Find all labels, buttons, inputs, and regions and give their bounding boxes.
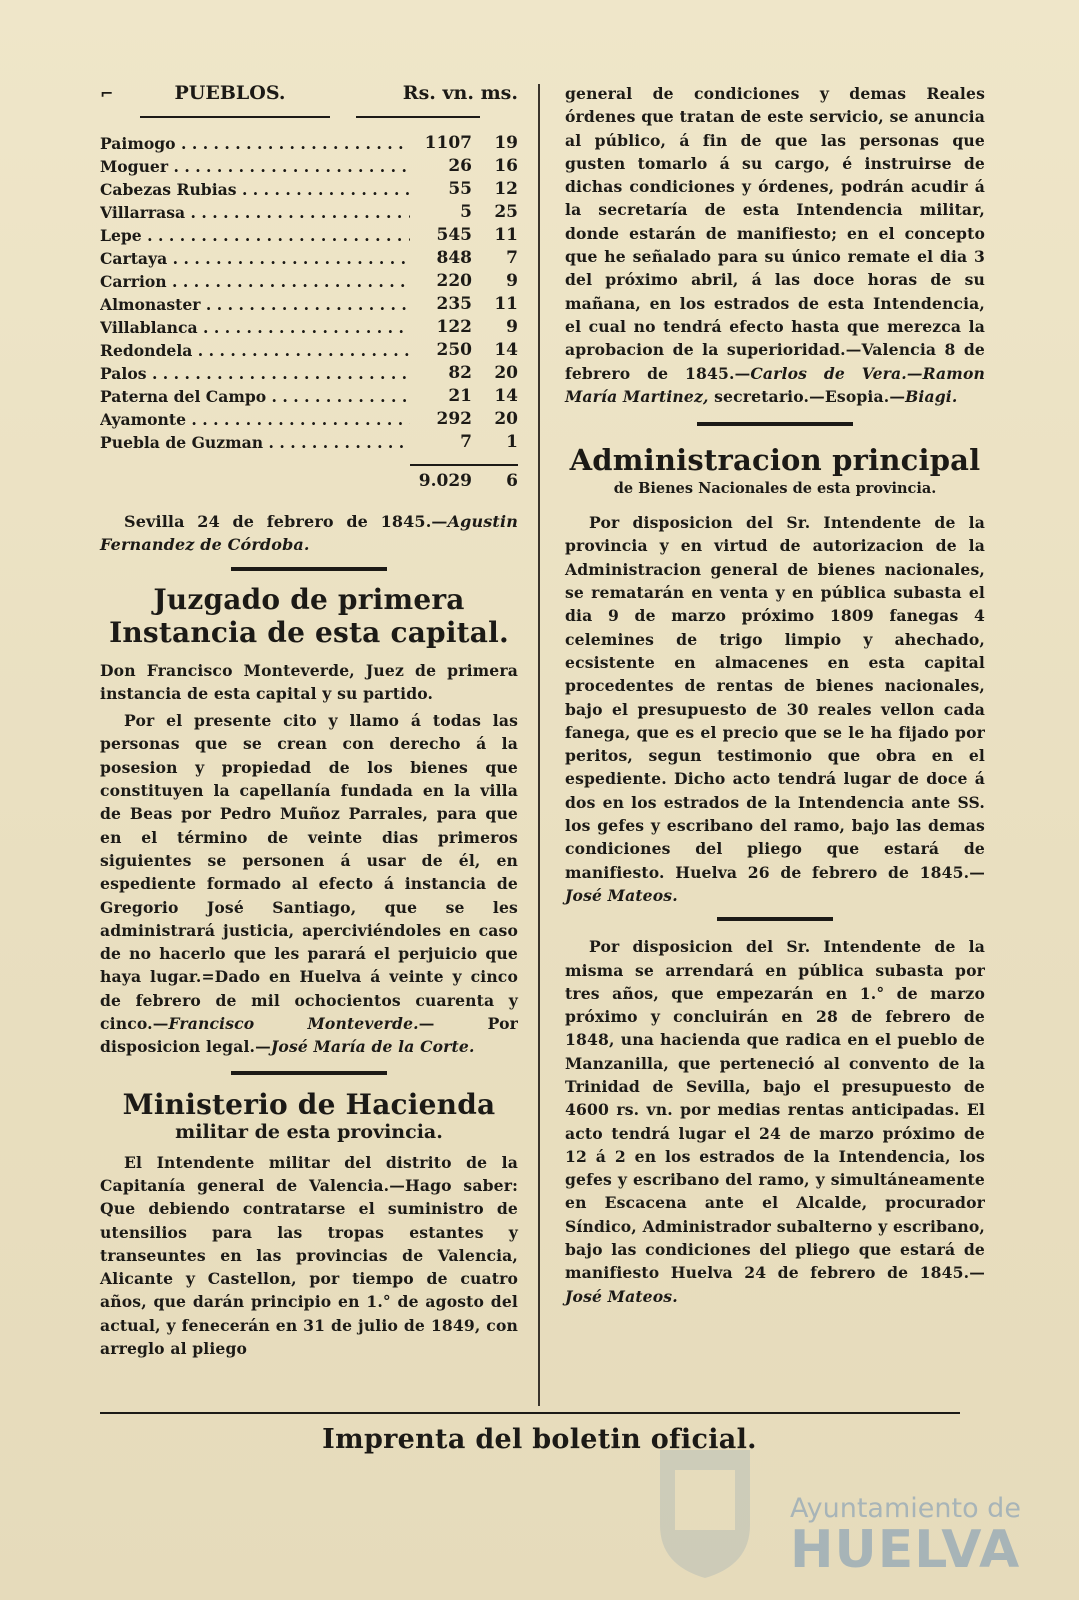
- maravedis-value: 11: [494, 294, 518, 314]
- town-name: Almonaster . . .: [100, 293, 410, 316]
- administracion-body-1: Por disposicion del Sr. Intendente de la provincia y en virtud de autorizacion de la Administracion general de bienes nacionales, se rematarán en venta y en pública subasta el dia 9 de marzo próximo 1809 fanegas 4 celemines de trigo limpio y ahechado, ecsistente en almacenes en esta capital procedentes de rentas de bienes nacionales, bajo el presupuesto de 30 reales vellon cada fanega, que es el precio que se le ha fijado por peritos, segun testimonio que obra en el espediente. Dicho acto tendrá lugar de doce á dos en los estrados de la Intendencia ante SS. los gefes y escribano del ramo, bajo las demas condiciones del pliego que estará de manifiesto. Huelva 26 de febrero de 1845.—José Mateos.: [565, 513, 985, 905]
- town-name: Lepe . . .: [100, 224, 410, 247]
- table-row: [100, 385, 518, 408]
- separator: [231, 567, 387, 571]
- table-row: [100, 155, 518, 178]
- header-units: Rs. vn. ms.: [402, 82, 518, 104]
- total-ms: 6: [506, 471, 518, 491]
- maravedis-value: 1: [506, 432, 518, 452]
- ministerio-body: El Intendente militar del distrito de la Capitanía general de Valencia.—Hago saber: Que debiendo contratarse el suministro de utensilios para las tropas estantes y transeuntes en las provincias de Valencia, Alicante y Castellon, por tiempo de cuatro años, que darán principio en 1.° de agosto del actual, y fenecerán en 31 de julio de 1849, con arreglo al pliego: [100, 1152, 518, 1359]
- juzgado-title: Juzgado de primera Instancia de esta capital.: [109, 582, 509, 649]
- reales-value: 235: [436, 294, 472, 314]
- ministerio-subtitle: militar de esta provincia.: [175, 1120, 443, 1143]
- tax-table: [100, 132, 518, 454]
- town-name: Villablanca . . .: [100, 316, 410, 339]
- town-name: Paimogo . . .: [100, 132, 410, 155]
- maravedis-value: 11: [494, 225, 518, 245]
- watermark-line-2: HUELVA: [790, 1520, 1021, 1580]
- administracion-subtitle: de Bienes Nacionales de esta provincia.: [613, 480, 937, 498]
- maravedis-value: 14: [494, 386, 518, 406]
- table-signoff: Sevilla 24 de febrero de 1845.—Agustin Fernandez de Córdoba.: [100, 512, 518, 555]
- table-row: [100, 247, 518, 270]
- maravedis-value: 16: [494, 156, 518, 176]
- maravedis-value: 9: [506, 317, 518, 337]
- reales-value: 122: [436, 317, 472, 337]
- table-row: [100, 362, 518, 385]
- ministerio-continuation: general de condiciones y demas Reales órdenes que tratan de este servicio, se anuncia al público, á fin de que las personas que gusten tomarlo á su cargo, é instruirse de dichas condiciones y órdenes, podrán acudir á la secretaría de esta Intendencia militar, donde estarán de manifiesto; en el concepto que he señalado para su único remate el dia 3 del próximo abril, á las doce horas de su mañana, en los estrados de esta Intendencia, el cual no tendrá efecto hasta que merezca la aprobacion de la superioridad.—Valencia 8 de febrero de 1845.—Carlos de Vera.—Ramon María Martinez, secretario.—Esopia.—Biagi.: [565, 84, 985, 406]
- separator: [697, 422, 853, 426]
- town-name: Ayamonte . . .: [100, 408, 410, 431]
- total-rs: 9.029: [418, 471, 472, 491]
- reales-value: 848: [436, 248, 472, 268]
- separator: [231, 1071, 387, 1075]
- table-row: [100, 132, 518, 155]
- table-header: [100, 82, 518, 112]
- total-row: [100, 466, 518, 496]
- signoff-name: Agustin Fernandez de Córdoba.: [100, 512, 518, 555]
- town-name: Paterna del Campo . . .: [100, 385, 410, 408]
- table-row: [100, 408, 518, 431]
- reales-value: 55: [448, 179, 472, 199]
- town-name: Villarrasa . . .: [100, 201, 410, 224]
- town-name: Carrion . . .: [100, 270, 410, 293]
- reales-value: 250: [436, 340, 472, 360]
- right-column: [565, 82, 985, 1308]
- maravedis-value: 20: [494, 363, 518, 383]
- ministerio-title: Ministerio de Hacienda: [122, 1087, 496, 1121]
- juzgado-intro: Don Francisco Monteverde, Juez de primera instancia de esta capital y su partido.: [100, 660, 518, 703]
- reales-value: 292: [436, 409, 472, 429]
- header-pueblos: PUEBLOS.: [174, 82, 286, 104]
- reales-value: 1107: [424, 133, 472, 153]
- footer-imprenta: Imprenta del boletin oficial.: [322, 1424, 757, 1455]
- table-row: [100, 316, 518, 339]
- administracion-title: Administracion principal: [569, 443, 981, 478]
- table-row: [100, 431, 518, 454]
- reales-value: 21: [448, 386, 472, 406]
- reales-value: 7: [460, 432, 472, 452]
- maravedis-value: 7: [506, 248, 518, 268]
- left-column: [100, 82, 518, 1360]
- maravedis-value: 20: [494, 409, 518, 429]
- watermark-line-1: Ayuntamiento de: [790, 1493, 1021, 1524]
- city-seal-icon: [650, 1440, 760, 1580]
- table-row: [100, 224, 518, 247]
- maravedis-value: 12: [494, 179, 518, 199]
- reales-value: 545: [436, 225, 472, 245]
- maravedis-value: 9: [506, 271, 518, 291]
- town-name: Cartaya . . .: [100, 247, 410, 270]
- administracion-body-2: Por disposicion del Sr. Intendente de la misma se arrendará en pública subasta por tres años, que empezarán en 1.° de marzo próximo y concluirán en 28 de febrero de 1848, una hacienda que radica en el pueblo de Manzanilla, que perteneció al convento de la Trinidad de Sevilla, bajo el presupuesto de 4600 rs. vn. por medias rentas anticipadas. El acto tendrá lugar el 24 de marzo próximo de 12 á 2 en los estrados de la Intendencia, los gefes y escribano del ramo, y simultáneamente en Escacena ante el Alcalde, procurador Síndico, Administrador subalterno y escribano, bajo las condiciones del pliego que estará de manifiesto Huelva 24 de febrero de 1845.—José Mateos.: [565, 937, 985, 1306]
- reales-value: 26: [448, 156, 472, 176]
- table-row: [100, 339, 518, 362]
- town-name: Puebla de Guzman . . .: [100, 431, 410, 454]
- table-row: [100, 178, 518, 201]
- town-name: Cabezas Rubias . . .: [100, 178, 410, 201]
- maravedis-value: 19: [494, 133, 518, 153]
- town-name: Palos . . .: [100, 362, 410, 385]
- reales-value: 5: [460, 202, 472, 222]
- reales-value: 82: [448, 363, 472, 383]
- maravedis-value: 14: [494, 340, 518, 360]
- reales-value: 220: [436, 271, 472, 291]
- column-divider: [538, 84, 540, 1406]
- footer-rule: [100, 1412, 960, 1414]
- corner-mark: ⌐: [100, 84, 114, 103]
- table-row: [100, 201, 518, 224]
- table-row: [100, 293, 518, 316]
- separator: [717, 917, 833, 921]
- table-row: [100, 270, 518, 293]
- juzgado-body: Por el presente cito y llamo á todas las personas que se crean con derecho á la posesion y propiedad de los bienes que constituyen la capellanía fundada en la villa de Beas por Pedro Muñoz Parrales, para que en el término de veinte dias primeros siguientes se personen á usar de él, en espediente formado al efecto á instancia de Gregorio José Santiago, que se les administrará justicia, aperciviéndoles en caso de no hacerlo que les parará el perjuicio que haya lugar.=Dado en Huelva á veinte y cinco de febrero de mil ochocientos cuarenta y cinco.—Francisco Monteverde.— Por disposicion legal.—José María de la Corte.: [100, 711, 519, 1057]
- maravedis-value: 25: [494, 202, 518, 222]
- town-name: Redondela . . .: [100, 339, 410, 362]
- town-name: Moguer . . .: [100, 155, 410, 178]
